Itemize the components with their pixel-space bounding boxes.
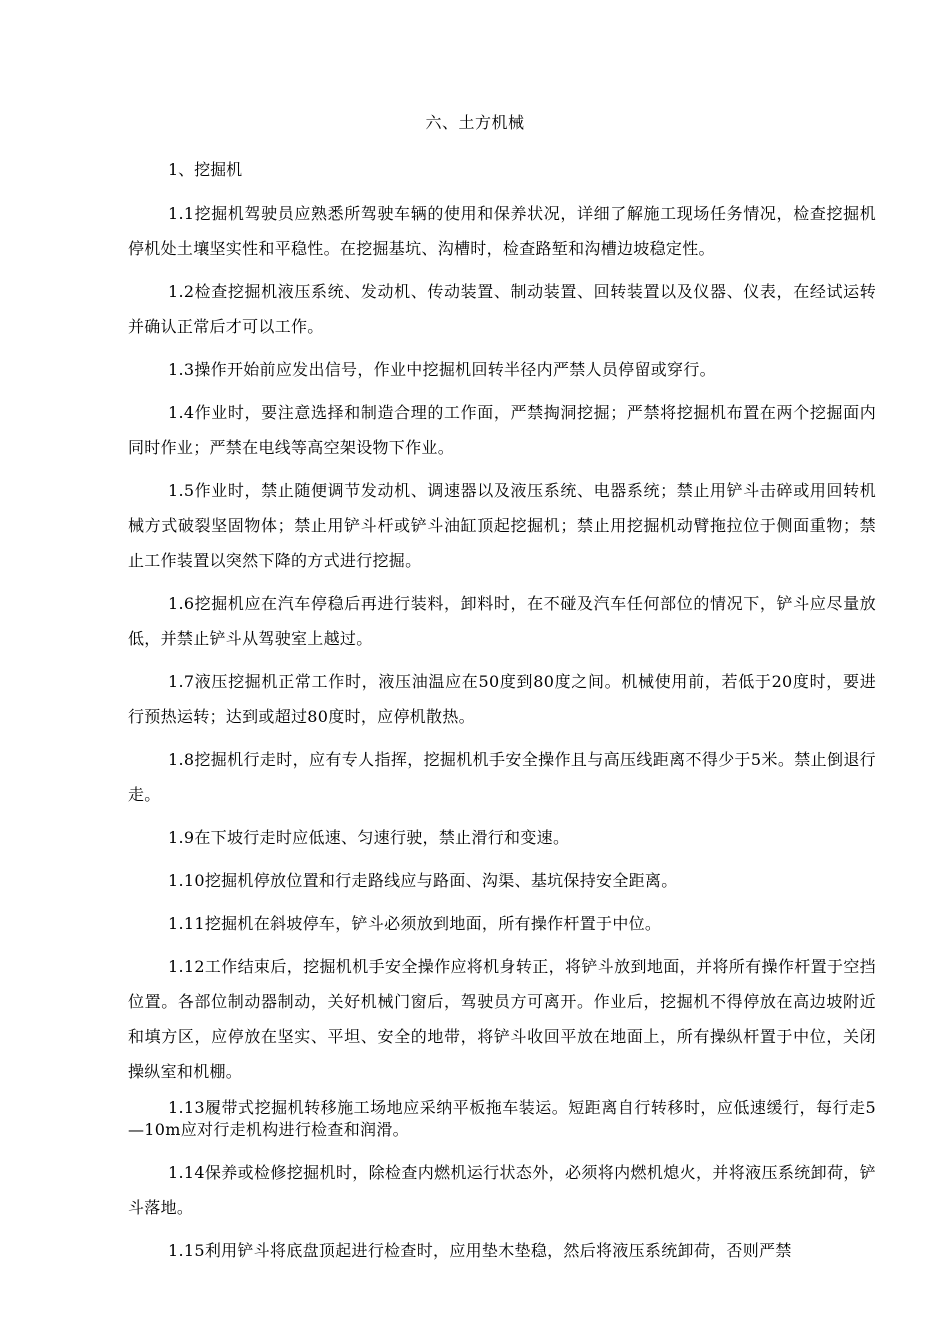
paragraph-1-4: 1.4作业时，要注意选择和制造合理的工作面，严禁掏洞挖掘；严禁将挖掘机布置在两个挖掘面内同时作业；严禁在电线等高空架设物下作业。 [128,403,876,457]
paragraph-1-5: 1.5作业时，禁止随便调节发动机、调速器以及液压系统、电器系统；禁止用铲斗击碎或用回转机械方式破裂坚固物体；禁止用铲斗杆或铲斗油缸顶起挖掘机；禁止用挖掘机动臂拖拉位于侧面重物；禁止工作装置以突然下降的方式进行挖掘。 [128,481,876,570]
paragraph-1-8: 1.8挖掘机行走时，应有专人指挥，挖掘机机手安全操作且与高压线距离不得少于5米。禁止倒退行走。 [128,750,876,804]
paragraph-1-10: 1.10挖掘机停放位置和行走路线应与路面、沟渠、基坑保持安全距离。 [168,871,678,890]
paragraph-1-11: 1.11挖掘机在斜坡停车，铲斗必须放到地面，所有操作杆置于中位。 [168,914,662,933]
paragraph-1-2: 1.2检查挖掘机液压系统、发动机、传动装置、制动装置、回转装置以及仪器、仪表，在经试运转并确认正常后才可以工作。 [128,282,876,336]
paragraph-1-13: 1.13履带式挖掘机转移施工场地应采纳平板拖车装运。短距离自行转移时，应低速缓行，每行走5—10m应对行走机构进行检查和润滑。 [128,1098,876,1139]
document-title: 六、土方机械 [425,113,525,132]
paragraph-1-7: 1.7液压挖掘机正常工作时，液压油温应在50度到80度之间。机械使用前，若低于20度时，要进行预热运转；达到或超过80度时，应停机散热。 [128,672,876,726]
paragraph-1-12: 1.12工作结束后，挖掘机机手安全操作应将机身转正，将铲斗放到地面，并将所有操作杆置于空挡位置。各部位制动器制动，关好机械门窗后，驾驶员方可离开。作业后，挖掘机不得停放在高边坡附近和填方区，应停放在坚实、平坦、安全的地带，将铲斗收回平放在地面上，所有操纵杆置于中位，关闭操纵室和机棚。 [128,957,876,1081]
section-heading: 1、挖掘机 [168,160,243,179]
paragraph-1-14: 1.14保养或检修挖掘机时，除检查内燃机运行状态外，必须将内燃机熄火，并将液压系统卸荷，铲斗落地。 [128,1163,876,1217]
paragraph-1-1: 1.1挖掘机驾驶员应熟悉所驾驶车辆的使用和保养状况，详细了解施工现场任务情况，检查挖掘机停机处土壤坚实性和平稳性。在挖掘基坑、沟槽时，检查路堑和沟槽边坡稳定性。 [128,204,876,258]
paragraph-1-3: 1.3操作开始前应发出信号，作业中挖掘机回转半径内严禁人员停留或穿行。 [168,360,716,379]
paragraph-1-6: 1.6挖掘机应在汽车停稳后再进行装料，卸料时，在不碰及汽车任何部位的情况下，铲斗应尽量放低，并禁止铲斗从驾驶室上越过。 [128,594,876,648]
paragraph-1-15: 1.15利用铲斗将底盘顶起进行检查时，应用垫木垫稳，然后将液压系统卸荷，否则严禁 [168,1241,792,1260]
paragraph-1-9: 1.9在下坡行走时应低速、匀速行驶，禁止滑行和变速。 [168,828,570,847]
document-body [128,196,876,1276]
